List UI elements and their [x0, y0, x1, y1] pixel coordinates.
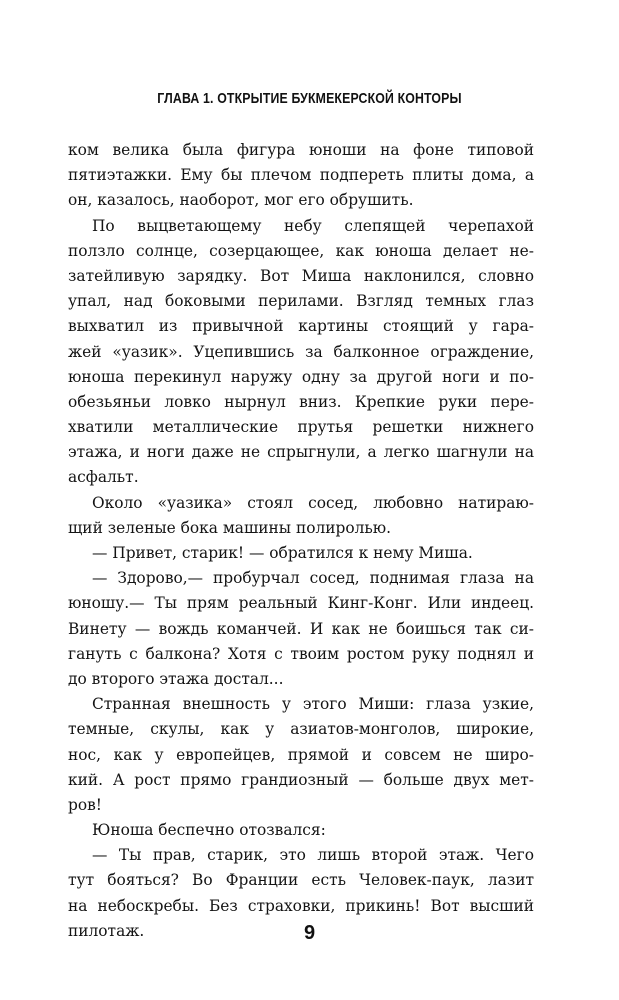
text-line: хватили металлические прутья решетки нижнего: [68, 418, 534, 437]
text-line: нос, как у европейцев, прямой и совсем не широ-: [68, 745, 534, 764]
text-line: — Привет, старик! — обратился к нему Миша.: [92, 544, 473, 562]
text-line: пилотаж.: [68, 921, 145, 940]
text-line: на небоскребы. Без страховки, прикинь! Вот высший: [68, 896, 534, 915]
body-text: [68, 138, 534, 944]
text-line: ползло солнце, созерцающее, как юноша делает не-: [68, 241, 534, 260]
text-line: этажа, и ноги даже не спрыгнули, а легко шагнули на: [68, 443, 534, 462]
text-line: затейливую зарядку. Вот Миша наклонился, словно: [68, 266, 534, 285]
text-line: обезьяньи ловко нырнул вниз. Крепкие руки пере-: [68, 392, 534, 411]
text-line: Странная внешность у этого Миши: глаза узкие,: [92, 695, 534, 714]
text-line: Около «уазика» стоял сосед, любовно натираю-: [92, 493, 534, 512]
text-line: пятиэтажки. Ему бы плечом подпереть плиты дома, а: [68, 166, 534, 185]
text-line: до второго этажа достал...: [68, 669, 284, 688]
text-line: — Ты прав, старик, это лишь второй этаж. Чего: [92, 846, 534, 865]
text-line: По выцветающему небу слепящей черепахой: [92, 216, 534, 235]
text-line: Винету — вождь команчей. И как не боишься так си-: [68, 619, 534, 638]
text-line: юноша перекинул наружу одну за другой ноги и по-: [68, 367, 534, 386]
text-line: — Здорово,— пробурчал сосед, поднимая глаза на: [92, 569, 534, 588]
text-line: темные, скулы, как у азиатов-монголов, широкие,: [68, 720, 534, 739]
text-line: гануть с балкона? Хотя с твоим ростом руку поднял и: [68, 644, 534, 663]
text-line: ров!: [68, 795, 102, 814]
text-line: ком велика была фигура юноши на фоне типовой: [68, 141, 534, 159]
text-line: жей «уазик». Уцепившись за балконное ограждение,: [68, 342, 534, 361]
running-head: ГЛАВА 1. ОТКРЫТИЕ БУКМЕКЕРСКОЙ КОНТОРЫ: [157, 90, 462, 107]
text-line: он, казалось, наоборот, мог его обрушить.: [68, 191, 414, 210]
page-number: 9: [303, 922, 316, 944]
text-line: тут бояться? Во Франции есть Человек-паук, лазит: [68, 871, 534, 890]
text-line: юношу.— Ты прям реальный Кинг-Конг. Или индеец.: [68, 594, 534, 613]
text-line: кий. А рост прямо грандиозный — больше двух мет-: [68, 770, 534, 789]
text-line: упал, над боковыми перилами. Взгляд темных глаз: [68, 292, 534, 311]
text-line: Юноша беспечно отозвался:: [92, 821, 326, 840]
text-line: щий зеленые бока машины полиролью.: [68, 518, 392, 537]
text-line: асфальт.: [68, 468, 139, 487]
text-line: выхватил из привычной картины стоящий у гара-: [68, 317, 534, 336]
